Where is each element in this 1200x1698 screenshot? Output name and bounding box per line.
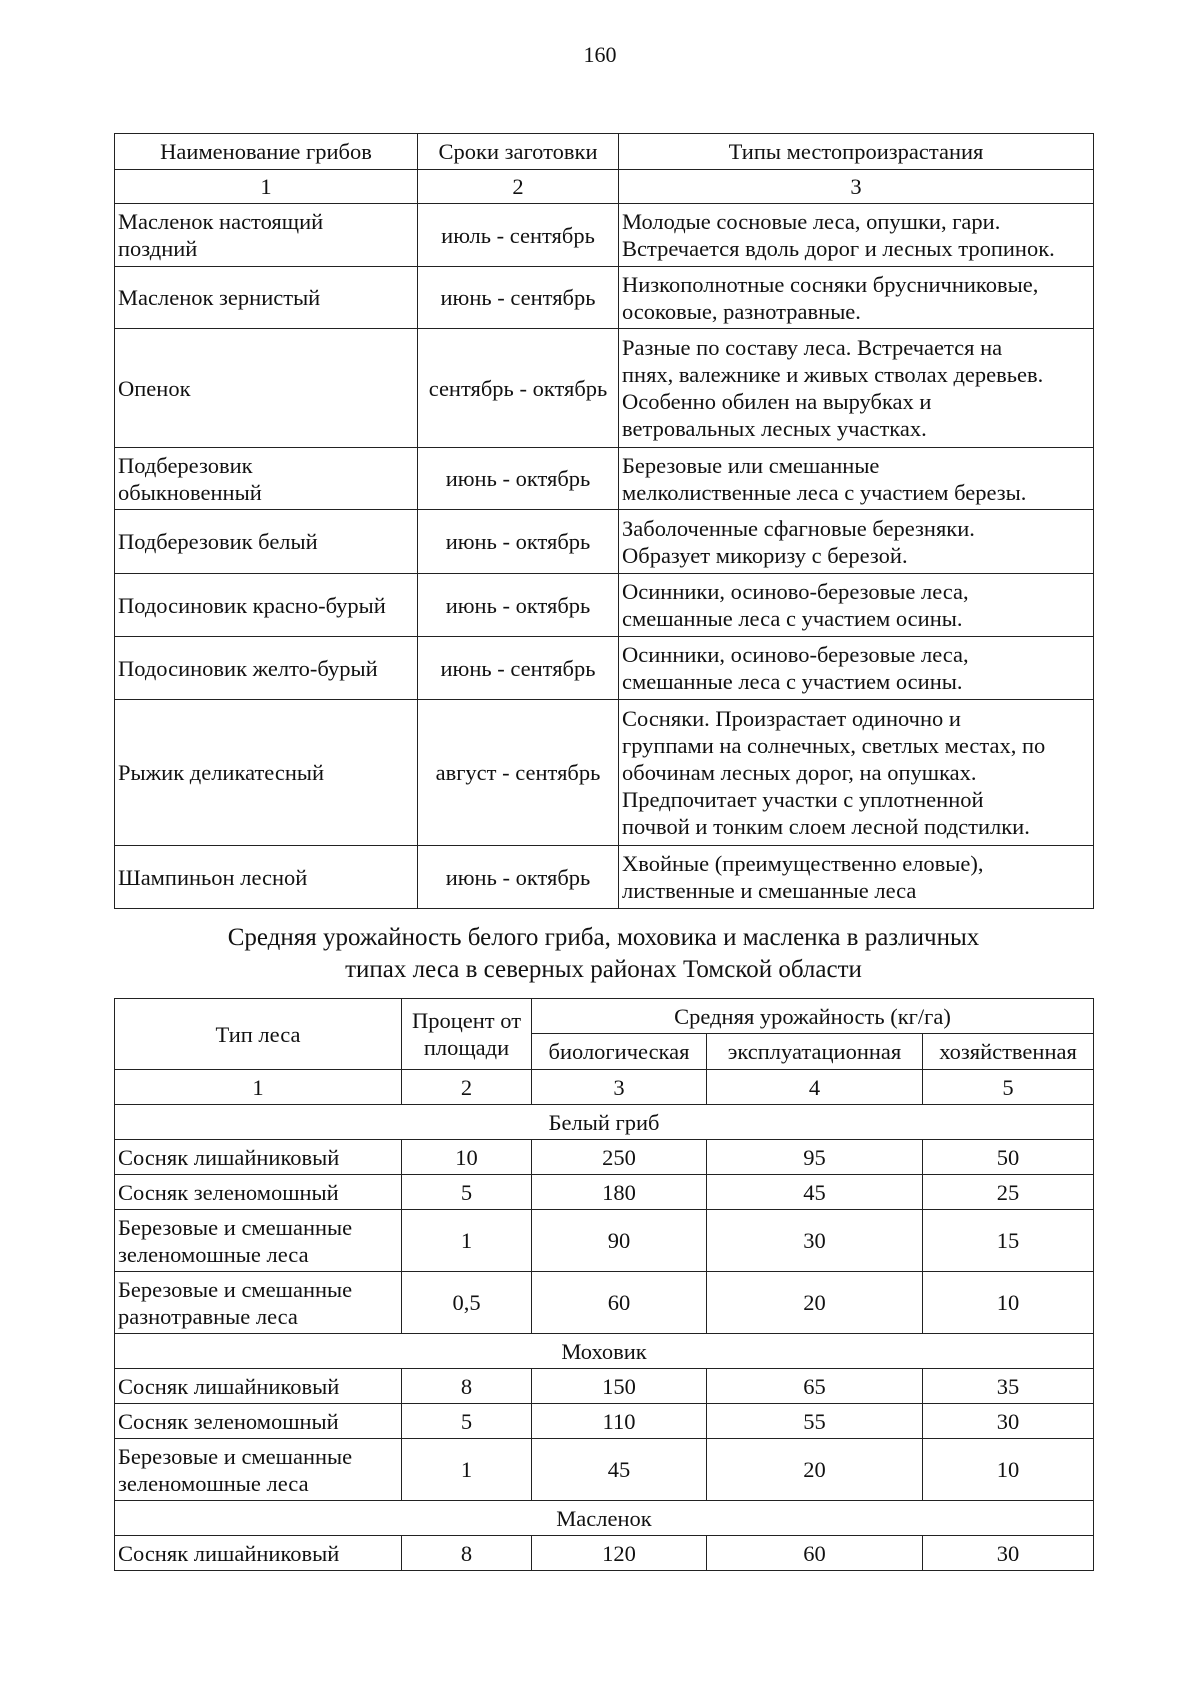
forest-type-line: разнотравные леса xyxy=(118,1303,298,1329)
table-row xyxy=(115,1536,1094,1571)
yield-economic: 35 xyxy=(923,1369,1094,1404)
header-yield-sub: эксплуатационная xyxy=(707,1034,923,1070)
harvest-period: июнь - октябрь xyxy=(418,510,619,574)
habitat-line: Молодые сосновые леса, опушки, гари. xyxy=(622,209,1001,234)
yield-operational: 60 xyxy=(707,1536,923,1571)
table-row xyxy=(115,1439,1094,1501)
habitat xyxy=(619,329,1094,448)
mushroom-name xyxy=(115,846,418,909)
section-title: Белый гриб xyxy=(115,1105,1094,1140)
habitat-line: пнях, валежнике и живых стволах деревьев. xyxy=(622,362,1044,387)
percent-area: 5 xyxy=(402,1404,532,1439)
forest-type-line: Березовые и смешанные xyxy=(118,1276,353,1302)
forest-type-line: Сосняк зеленомошный xyxy=(118,1179,339,1205)
mushroom-name xyxy=(115,510,418,574)
habitat-line: Встречается вдоль дорог и лесных тропинок. xyxy=(622,236,1055,261)
habitat-line: почвой и тонким слоем лесной подстилки. xyxy=(622,814,1030,839)
mushroom-name-line: Шампиньон лесной xyxy=(118,864,308,890)
mushroom-name xyxy=(115,267,418,329)
header-yield-sub: биологическая xyxy=(532,1034,707,1070)
section-title: Моховик xyxy=(115,1334,1094,1369)
habitat-line: Хвойные (преимущественно еловые), xyxy=(622,851,984,876)
yield-biological: 110 xyxy=(532,1404,707,1439)
habitat-line: ветровальных лесных участках. xyxy=(622,416,927,441)
yield-biological: 45 xyxy=(532,1439,707,1501)
yield-economic: 25 xyxy=(923,1175,1094,1210)
harvest-period: июнь - октябрь xyxy=(418,448,619,510)
yield-operational: 20 xyxy=(707,1272,923,1334)
yield-operational: 65 xyxy=(707,1369,923,1404)
table-row xyxy=(115,1369,1094,1404)
column-number: 3 xyxy=(619,170,1094,204)
yield-biological: 250 xyxy=(532,1140,707,1175)
column-number: 1 xyxy=(115,170,418,204)
forest-type xyxy=(115,1272,402,1334)
habitat xyxy=(619,637,1094,700)
title-line: типах леса в северных районах Томской области xyxy=(345,956,862,983)
mushroom-name-line: Подберезовик xyxy=(118,452,253,478)
table-row xyxy=(115,846,1094,909)
section-row xyxy=(115,1334,1094,1369)
header-habitat: Типы местопроизрастания xyxy=(619,134,1094,170)
table-row xyxy=(115,1175,1094,1210)
mushroom-harvest-table xyxy=(114,133,1094,909)
habitat xyxy=(619,267,1094,329)
yield-biological: 180 xyxy=(532,1175,707,1210)
table-row xyxy=(115,448,1094,510)
page-number: 160 xyxy=(583,42,617,67)
mushroom-name-line: Опенок xyxy=(118,375,191,401)
yield-biological: 90 xyxy=(532,1210,707,1272)
habitat-line: смешанные леса с участием осины. xyxy=(622,669,963,694)
header-percent-line: Процент от xyxy=(411,1008,522,1033)
header-yield-sub: хозяйственная xyxy=(923,1034,1094,1070)
yield-economic: 50 xyxy=(923,1140,1094,1175)
yield-operational: 30 xyxy=(707,1210,923,1272)
forest-type-line: Сосняк лишайниковый xyxy=(118,1144,340,1170)
table-row xyxy=(115,574,1094,637)
section-row xyxy=(115,1105,1094,1140)
yield-biological: 150 xyxy=(532,1369,707,1404)
forest-type-line: Сосняк лишайниковый xyxy=(118,1540,340,1566)
forest-type-line: Березовые и смешанные xyxy=(118,1443,353,1469)
table-row xyxy=(115,329,1094,448)
table-row xyxy=(115,1140,1094,1175)
yield-operational: 45 xyxy=(707,1175,923,1210)
percent-area: 0,5 xyxy=(402,1272,532,1334)
column-number: 3 xyxy=(532,1070,707,1105)
yield-economic: 15 xyxy=(923,1210,1094,1272)
table-row xyxy=(115,700,1094,846)
habitat-line: Сосняки. Произрастает одиночно и xyxy=(622,706,961,731)
column-number: 2 xyxy=(402,1070,532,1105)
forest-type xyxy=(115,1175,402,1210)
yield-table xyxy=(114,998,1094,1571)
section-title: Масленок xyxy=(115,1501,1094,1536)
habitat-line: Особенно обилен на вырубках и xyxy=(622,389,932,414)
harvest-period: июнь - сентябрь xyxy=(418,637,619,700)
habitat-line: лиственные и смешанные леса xyxy=(622,878,917,903)
header-percent xyxy=(402,999,532,1070)
mushroom-name-line: Масленок зернистый xyxy=(118,285,321,310)
habitat-line: Осинники, осиново-березовые леса, xyxy=(622,642,969,667)
table-row xyxy=(115,637,1094,700)
yield-economic: 10 xyxy=(923,1439,1094,1501)
habitat-line: Заболоченные сфагновые березняки. xyxy=(622,515,975,541)
habitat-line: Низкополнотные сосняки брусничниковые, xyxy=(622,271,1039,297)
column-number: 1 xyxy=(115,1070,402,1105)
table-row xyxy=(115,1210,1094,1272)
habitat xyxy=(619,204,1094,267)
column-number: 4 xyxy=(707,1070,923,1105)
header-yield: Средняя урожайность (кг/га) xyxy=(532,999,1094,1034)
forest-type xyxy=(115,1404,402,1439)
mushroom-name-line: обыкновенный xyxy=(118,479,262,505)
section-row xyxy=(115,1501,1094,1536)
yield-economic: 30 xyxy=(923,1536,1094,1571)
habitat-line: мелколиственные леса с участием березы. xyxy=(622,479,1027,505)
table-row xyxy=(115,1272,1094,1334)
habitat-line: группами на солнечных, светлых местах, по xyxy=(622,733,1046,758)
yield-biological: 60 xyxy=(532,1272,707,1334)
habitat-line: Разные по составу леса. Встречается на xyxy=(622,335,1003,360)
forest-type xyxy=(115,1369,402,1404)
harvest-period: сентябрь - октябрь xyxy=(418,329,619,448)
header-period: Сроки заготовки xyxy=(418,134,619,170)
habitat xyxy=(619,510,1094,574)
percent-area: 8 xyxy=(402,1536,532,1571)
mushroom-name xyxy=(115,329,418,448)
habitat xyxy=(619,700,1094,846)
header-forest-type: Тип леса xyxy=(115,999,402,1070)
habitat-line: Осинники, осиново-березовые леса, xyxy=(622,579,969,604)
forest-type xyxy=(115,1536,402,1571)
table-row xyxy=(115,204,1094,267)
yield-table-title xyxy=(114,922,1093,986)
percent-area: 8 xyxy=(402,1369,532,1404)
mushroom-name-line: Подберезовик белый xyxy=(118,529,318,554)
header-name: Наименование грибов xyxy=(115,134,418,170)
column-number: 5 xyxy=(923,1070,1094,1105)
yield-operational: 95 xyxy=(707,1140,923,1175)
mushroom-name-line: Масленок настоящий xyxy=(118,209,324,234)
yield-operational: 20 xyxy=(707,1439,923,1501)
mushroom-name xyxy=(115,574,418,637)
mushroom-name xyxy=(115,700,418,846)
percent-area: 5 xyxy=(402,1175,532,1210)
habitat xyxy=(619,846,1094,909)
habitat-line: осоковые, разнотравные. xyxy=(622,298,861,324)
yield-economic: 30 xyxy=(923,1404,1094,1439)
forest-type-line: Сосняк лишайниковый xyxy=(118,1373,340,1399)
harvest-period: июнь - октябрь xyxy=(418,574,619,637)
header-row xyxy=(115,134,1094,170)
habitat xyxy=(619,574,1094,637)
forest-type xyxy=(115,1210,402,1272)
harvest-period: июнь - октябрь xyxy=(418,846,619,909)
habitat xyxy=(619,448,1094,510)
header-percent-line: площади xyxy=(423,1035,510,1060)
percent-area: 10 xyxy=(402,1140,532,1175)
harvest-period: август - сентябрь xyxy=(418,700,619,846)
forest-type xyxy=(115,1140,402,1175)
column-number-row xyxy=(115,1070,1094,1105)
column-number: 2 xyxy=(418,170,619,204)
forest-type-line: Сосняк зеленомошный xyxy=(118,1408,339,1434)
column-number-row xyxy=(115,170,1094,204)
yield-biological: 120 xyxy=(532,1536,707,1571)
mushroom-name-line: Подосиновик желто-бурый xyxy=(118,655,378,681)
harvest-period: июль - сентябрь xyxy=(418,204,619,267)
habitat-line: Предпочитает участки с уплотненной xyxy=(622,787,984,812)
habitat-line: смешанные леса с участием осины. xyxy=(622,606,963,631)
forest-type-line: зеленомошные леса xyxy=(118,1241,309,1267)
forest-type xyxy=(115,1439,402,1501)
yield-operational: 55 xyxy=(707,1404,923,1439)
mushroom-name xyxy=(115,204,418,267)
yield-economic: 10 xyxy=(923,1272,1094,1334)
mushroom-name xyxy=(115,637,418,700)
title-line: Средняя урожайность белого гриба, моховика и масленка в различных xyxy=(227,924,980,951)
mushroom-name-line: Рыжик деликатесный xyxy=(118,760,325,785)
mushroom-name-line: Подосиновик красно-бурый xyxy=(118,592,386,618)
table-row xyxy=(115,267,1094,329)
harvest-period: июнь - сентябрь xyxy=(418,267,619,329)
mushroom-name xyxy=(115,448,418,510)
table-row xyxy=(115,510,1094,574)
percent-area: 1 xyxy=(402,1439,532,1501)
header-row xyxy=(115,999,1094,1034)
mushroom-name-line: поздний xyxy=(118,236,198,261)
habitat-line: обочинам лесных дорог, на опушках. xyxy=(622,760,977,785)
habitat-line: Образует микоризу с березой. xyxy=(622,542,908,568)
forest-type-line: зеленомошные леса xyxy=(118,1470,309,1496)
forest-type-line: Березовые и смешанные xyxy=(118,1214,353,1240)
habitat-line: Березовые или смешанные xyxy=(622,452,880,478)
table-row xyxy=(115,1404,1094,1439)
percent-area: 1 xyxy=(402,1210,532,1272)
